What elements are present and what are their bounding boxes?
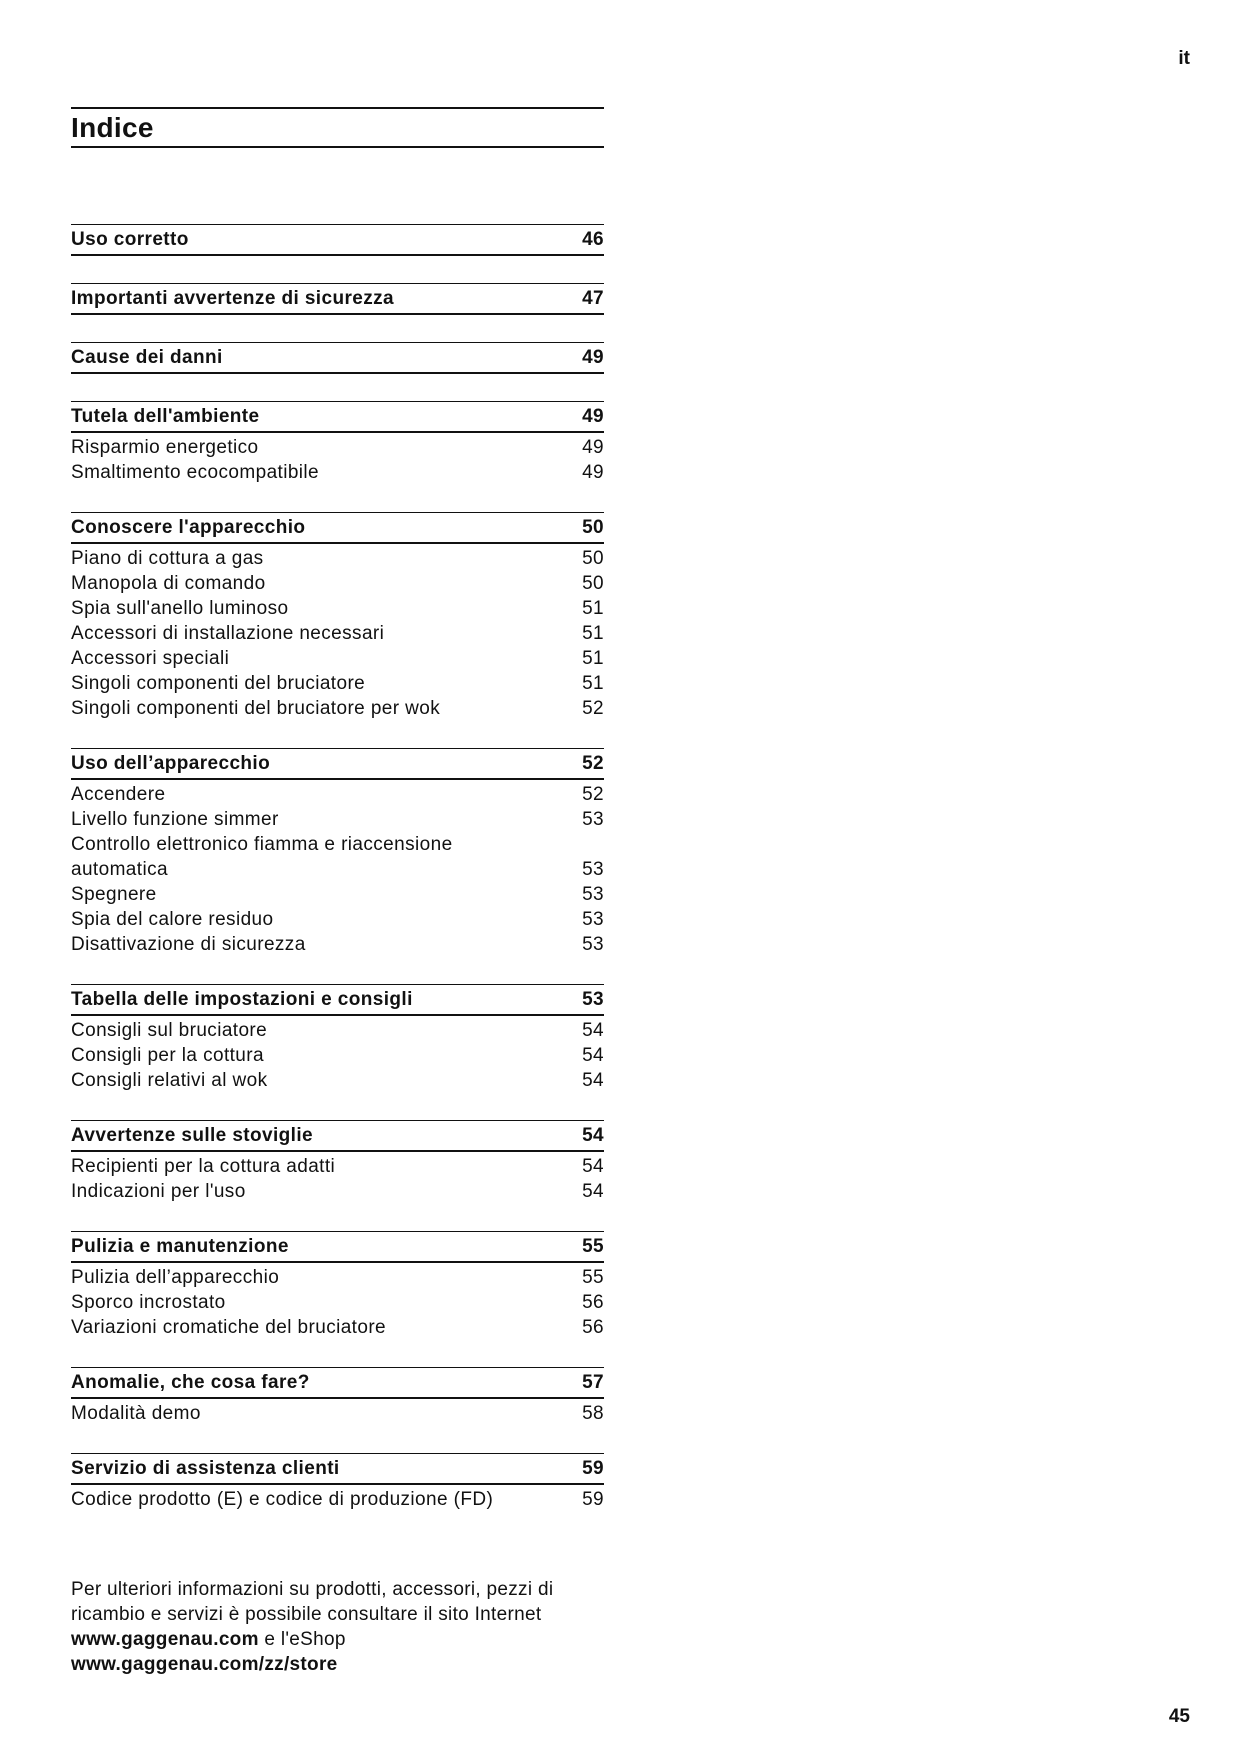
toc-item-label: Risparmio energetico <box>71 437 259 458</box>
toc-item-page: 52 <box>582 784 604 805</box>
toc-item-page: 51 <box>582 598 604 619</box>
toc-section-heading[interactable] <box>71 1231 604 1263</box>
toc-item[interactable] <box>71 596 604 621</box>
toc-item[interactable] <box>71 646 604 671</box>
toc-section <box>71 512 604 721</box>
toc-item-label: Consigli relativi al wok <box>71 1070 268 1091</box>
toc-section-title: Conoscere l'apparecchio <box>71 516 306 538</box>
toc-section-title: Tutela dell'ambiente <box>71 405 260 427</box>
toc-item-label: Modalità demo <box>71 1403 201 1424</box>
toc-item-label: Consigli per la cottura <box>71 1045 264 1066</box>
toc-section-page: 59 <box>582 1457 604 1479</box>
toc-item-page: 54 <box>582 1045 604 1066</box>
toc-section-title: Avvertenze sulle stoviglie <box>71 1124 314 1146</box>
toc-section-page: 49 <box>582 346 604 368</box>
eshop-link[interactable]: www.gaggenau.com/zz/store <box>71 1654 338 1675</box>
footer-line-2: ricambio e servizi è possibile consultare il sito Internet <box>71 1604 542 1625</box>
toc-section-heading[interactable] <box>71 1120 604 1152</box>
toc-item-page: 51 <box>582 648 604 669</box>
toc-section-title: Tabella delle impostazioni e consigli <box>71 988 413 1010</box>
toc-item-label: Piano di cottura a gas <box>71 548 264 569</box>
toc-item-page: 50 <box>582 548 604 569</box>
toc-item-page: 59 <box>582 1489 604 1510</box>
toc-item[interactable] <box>71 1315 604 1340</box>
toc-section-heading[interactable] <box>71 224 604 256</box>
toc-item[interactable] <box>71 1487 604 1512</box>
toc-section <box>71 342 604 374</box>
toc-item-page: 51 <box>582 623 604 644</box>
toc-section-heading[interactable] <box>71 1453 604 1485</box>
toc-section-page: 52 <box>582 752 604 774</box>
toc-item-page: 54 <box>582 1070 604 1091</box>
toc-item-label: Accessori di installazione necessari <box>71 623 385 644</box>
toc-item-list <box>71 433 604 485</box>
toc-section <box>71 984 604 1093</box>
toc-item-page: 56 <box>582 1292 604 1313</box>
toc-item-label: Pulizia dell’apparecchio <box>71 1267 280 1288</box>
toc-section-heading[interactable] <box>71 401 604 433</box>
toc-section-page: 55 <box>582 1235 604 1257</box>
toc-item-page: 53 <box>582 859 604 880</box>
toc-item-page: 58 <box>582 1403 604 1424</box>
toc-section-page: 49 <box>582 405 604 427</box>
toc-item-label: Controllo elettronico fiamma e riaccensione <box>71 834 453 855</box>
toc-item[interactable] <box>71 932 604 957</box>
toc-section-page: 50 <box>582 516 604 538</box>
toc-section <box>71 401 604 485</box>
toc-section-heading[interactable] <box>71 1367 604 1399</box>
toc-section-title: Pulizia e manutenzione <box>71 1235 289 1257</box>
toc-item-label: Consigli sul bruciatore <box>71 1020 268 1041</box>
toc-item-label: Singoli componenti del bruciatore <box>71 673 366 694</box>
toc-section-page: 46 <box>582 228 604 250</box>
footer-mid-text: e l'eShop <box>258 1629 346 1650</box>
toc-item[interactable] <box>71 807 604 832</box>
toc-item-page: 49 <box>582 437 604 458</box>
language-code: it <box>1178 48 1190 69</box>
toc-item[interactable] <box>71 1265 604 1290</box>
footer-line-3 <box>71 1627 631 1652</box>
toc-item-label: Recipienti per la cottura adatti <box>71 1156 336 1177</box>
toc-item[interactable] <box>71 571 604 596</box>
toc-section-title: Servizio di assistenza clienti <box>71 1457 340 1479</box>
toc-item-label: automatica <box>71 859 168 880</box>
toc-item-list <box>71 1152 604 1204</box>
toc-item-list <box>71 1263 604 1340</box>
toc-item-page: 54 <box>582 1181 604 1202</box>
toc-item-label: Spia sull'anello luminoso <box>71 598 289 619</box>
page-title: Indice <box>71 112 154 143</box>
toc-section-title: Uso dell’apparecchio <box>71 752 271 774</box>
page-number: 45 <box>1168 1706 1190 1727</box>
toc-item-page: 53 <box>582 909 604 930</box>
toc-item-page: 53 <box>582 934 604 955</box>
toc-item-label: Livello funzione simmer <box>71 809 279 830</box>
toc-item-label: Accessori speciali <box>71 648 230 669</box>
toc-item[interactable] <box>71 1154 604 1179</box>
toc-item[interactable] <box>71 882 604 907</box>
toc-section <box>71 1367 604 1426</box>
footer-note <box>71 1577 631 1677</box>
toc-item-list <box>71 1485 604 1512</box>
toc-item-list <box>71 1016 604 1093</box>
footer-line-4 <box>71 1652 631 1677</box>
toc-item[interactable] <box>71 857 604 882</box>
toc-item-label: Indicazioni per l'uso <box>71 1181 246 1202</box>
toc-section-title: Importanti avvertenze di sicurezza <box>71 287 394 309</box>
toc-item-page <box>564 832 604 857</box>
toc-item[interactable] <box>71 1179 604 1204</box>
toc-section <box>71 224 604 256</box>
toc-section <box>71 748 604 957</box>
website-link[interactable]: www.gaggenau.com <box>71 1629 259 1650</box>
toc-section <box>71 1231 604 1340</box>
toc-item-label: Smaltimento ecocompatibile <box>71 462 320 483</box>
toc-item[interactable] <box>71 1290 604 1315</box>
toc-section-page: 53 <box>582 988 604 1010</box>
toc-item-page: 53 <box>582 809 604 830</box>
toc-section <box>71 1453 604 1512</box>
toc-item[interactable] <box>71 621 604 646</box>
toc-item[interactable] <box>71 1068 604 1093</box>
toc-item[interactable] <box>71 832 604 857</box>
toc-item[interactable] <box>71 460 604 485</box>
toc-section-title: Anomalie, che cosa fare? <box>71 1371 310 1393</box>
toc-item-label: Variazioni cromatiche del bruciatore <box>71 1317 387 1338</box>
toc-section-title: Uso corretto <box>71 228 189 250</box>
toc-item-page: 56 <box>582 1317 604 1338</box>
toc-item-list <box>71 544 604 721</box>
toc-item-label: Spegnere <box>71 884 157 905</box>
toc-item[interactable] <box>71 696 604 721</box>
toc-item[interactable] <box>71 907 604 932</box>
toc-item[interactable] <box>71 546 604 571</box>
toc-item-label: Disattivazione di sicurezza <box>71 934 306 955</box>
toc-item-label: Manopola di comando <box>71 573 266 594</box>
toc-item[interactable] <box>71 1401 604 1426</box>
toc-item-list <box>71 1399 604 1426</box>
toc-item-page: 54 <box>582 1020 604 1041</box>
toc-section-page: 47 <box>582 287 604 309</box>
toc-section-heading[interactable] <box>71 342 604 374</box>
toc-section-page: 57 <box>582 1371 604 1393</box>
toc-item-label: Sporco incrostato <box>71 1292 226 1313</box>
page-title-block <box>71 107 604 148</box>
toc-item-page: 50 <box>582 573 604 594</box>
toc-section-heading[interactable] <box>71 283 604 315</box>
toc-item-page: 52 <box>582 698 604 719</box>
toc-item-page: 49 <box>582 462 604 483</box>
toc-item-list <box>71 780 604 957</box>
toc-item-page: 54 <box>582 1156 604 1177</box>
toc-item-page: 51 <box>582 673 604 694</box>
toc-section-heading[interactable] <box>71 748 604 780</box>
footer-line-1: Per ulteriori informazioni su prodotti, accessori, pezzi di <box>71 1579 554 1600</box>
toc-item-label: Accendere <box>71 784 166 805</box>
toc-item-page: 53 <box>582 884 604 905</box>
toc-section-heading[interactable] <box>71 984 604 1016</box>
toc-section-page: 54 <box>582 1124 604 1146</box>
toc-item[interactable] <box>71 671 604 696</box>
toc-section <box>71 1120 604 1204</box>
toc-item[interactable] <box>71 1018 604 1043</box>
toc-item[interactable] <box>71 1043 604 1068</box>
toc-item-page: 55 <box>582 1267 604 1288</box>
table-of-contents <box>71 224 604 1539</box>
toc-section-heading[interactable] <box>71 512 604 544</box>
toc-item[interactable] <box>71 782 604 807</box>
toc-section-title: Cause dei danni <box>71 346 223 368</box>
toc-item-label: Spia del calore residuo <box>71 909 274 930</box>
toc-item-label: Singoli componenti del bruciatore per wok <box>71 698 441 719</box>
toc-section <box>71 283 604 315</box>
toc-item-label: Codice prodotto (E) e codice di produzione (FD) <box>71 1489 494 1510</box>
toc-item[interactable] <box>71 435 604 460</box>
